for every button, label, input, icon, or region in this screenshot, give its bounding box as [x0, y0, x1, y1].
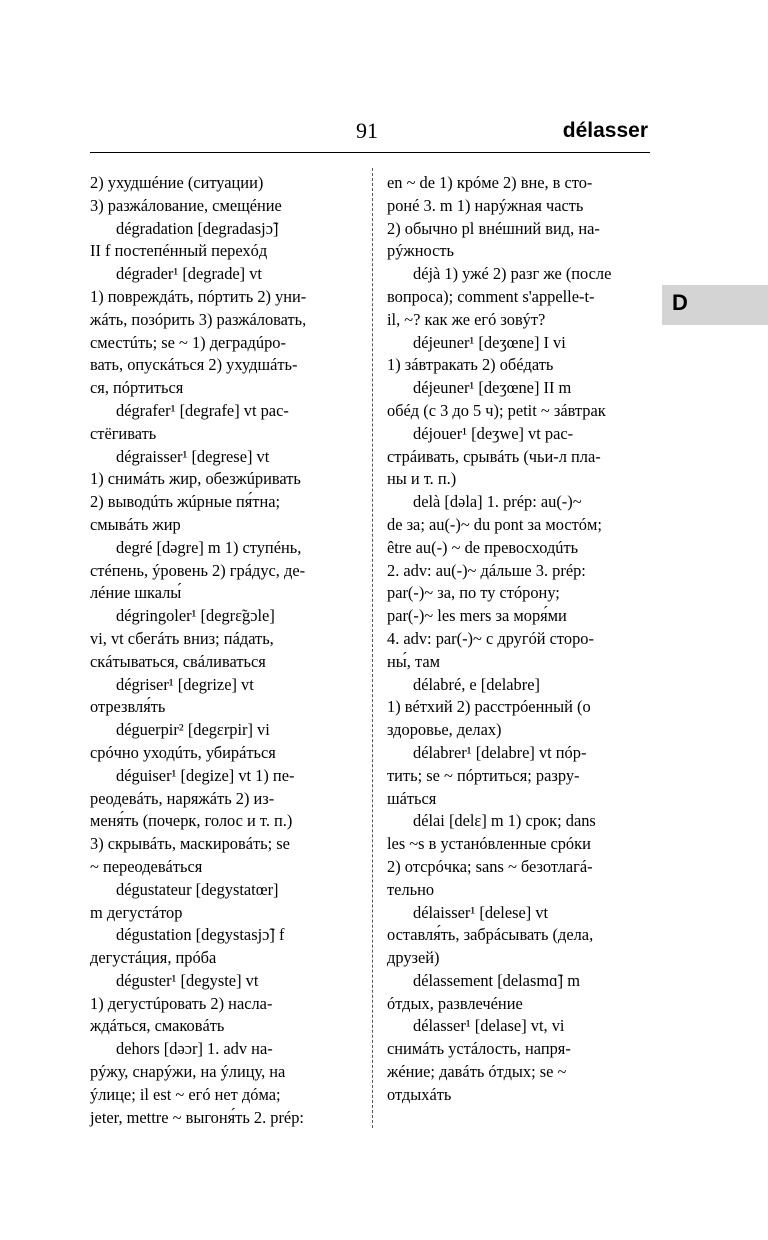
entry-text-line: 2) обычно pl внéшний вид, на-: [387, 218, 600, 238]
entry-headword-line: délai [delɛ] m 1) срок; dans: [413, 811, 596, 831]
entry-text-line: стрáивать, срывáть (чьи-л пла-: [387, 446, 601, 466]
entry-headword-line: déjouer¹ [deʒwe] vt рас-: [413, 423, 574, 443]
entry-headword-line: dégustation [degystasjɔ̃] f: [116, 925, 285, 945]
entry-text-line: обéд (с 3 до 5 ч); petit ~ зáвтрак: [387, 400, 606, 420]
entry-text-line: ся, пóртиться: [90, 378, 184, 398]
entry-text-line: тельно: [387, 879, 435, 899]
entry-text-line: 1) вéтхий 2) расстрóенный (о: [387, 697, 591, 717]
entry-text-line: скáтываться, свáливаться: [90, 651, 266, 671]
entry-headword-line: déjeuner¹ [deʒœne] I vi: [413, 332, 566, 352]
entry-text-line: рýжность: [387, 241, 455, 261]
entry-text-line: 2. adv: au(-)~ дáльше 3. prép:: [387, 560, 586, 580]
entry-text-line: il, ~? как же егó зовýт?: [387, 309, 546, 329]
entry-headword-line: déjà 1) ужé 2) разг же (после: [413, 264, 612, 284]
letter-tab: [662, 285, 768, 325]
entry-text-line: par(-)~ les mers за моря́ми: [387, 606, 567, 626]
entry-text-line: смывáть жир: [90, 514, 181, 534]
right-column: [387, 172, 655, 1107]
entry-text-line: друзей): [387, 948, 440, 968]
entry-text-line: 2) выводúть жúрные пя́тна;: [90, 492, 281, 512]
entry-headword-line: dégrader¹ [degrade] vt: [116, 264, 262, 284]
left-column: [90, 172, 358, 1129]
entry-text-line: 4. adv: par(-)~ с другóй сторо-: [387, 628, 594, 648]
entry-text-line: 1) дегустúровать 2) наслa-: [90, 993, 273, 1013]
entry-text-line: лéние шкалы́: [90, 583, 182, 603]
entry-text-line: m дегустáтор: [90, 902, 183, 922]
tab-letter: D: [672, 290, 688, 315]
entry-text-line: 2) ухудшéние (ситуации): [90, 173, 264, 192]
entry-text-line: ронé 3. m 1) нарýжная часть: [387, 195, 584, 215]
entry-text-line: жáть, позóрить 3) разжáловать,: [90, 309, 307, 329]
entry-text-line: стёгивать: [90, 423, 157, 443]
entry-headword-line: déguiser¹ [degize] vt 1) пе-: [116, 765, 295, 785]
entry-headword-line: dégraisser¹ [degrese] vt: [116, 446, 270, 466]
entry-text-line: отрезвля́ть: [90, 697, 166, 717]
entry-headword-line: déguerpir² [degɛrpir] vi: [116, 720, 270, 740]
entry-text-line: 3) скрывáть, маскировáть; se: [90, 834, 290, 854]
entry-text-line: ýлице; il est ~ егó нет дóма;: [90, 1084, 281, 1104]
entry-text-line: тить; se ~ пóртиться; разру-: [387, 765, 580, 785]
entry-text-line: здоровье, делах): [387, 720, 502, 740]
entry-headword-line: dégustateur [degystatœr]: [116, 879, 279, 899]
column-divider: [372, 168, 373, 1128]
entry-headword-line: dégradation [degradasjɔ̃]: [116, 218, 279, 238]
entry-text-line: II f постепéнный перехóд: [90, 241, 268, 261]
entry-text-line: 1) зáвтракать 2) обéдать: [387, 355, 554, 375]
entry-text-line: ны и т. п.): [387, 469, 457, 489]
entry-text-line: 1) снимáть жир, обезжúривать: [90, 469, 301, 489]
entry-text-line: les ~s в устанóвленные срóки: [387, 834, 591, 854]
entry-text-line: par(-)~ за, по ту стóрону;: [387, 583, 560, 603]
entry-text-line: 2) отсрóчка; sans ~ безотлагá-: [387, 856, 593, 876]
entry-text-line: jeter, mettre ~ выгоня́ть 2. prép:: [90, 1107, 304, 1127]
entry-text-line: меня́ть (почерк, голос и т. п.): [90, 811, 293, 831]
entry-headword-line: degré [dəgre] m 1) ступéнь,: [116, 537, 302, 557]
entry-text-line: óтдых, развлечéние: [387, 993, 523, 1013]
entry-text-line: 1) повреждáть, пóртить 2) уни-: [90, 286, 307, 306]
entry-text-line: оставля́ть, забрáсывать (дела,: [387, 925, 594, 945]
entry-text-line: реодевáть, наряжáть 2) из-: [90, 788, 275, 808]
entry-text-line: срóчно уходúть, убирáться: [90, 742, 276, 762]
entry-text-line: 3) разжáлование, смещéние: [90, 195, 282, 215]
entry-text-line: дегустáция, прóба: [90, 948, 217, 968]
entry-headword-line: dehors [dəɔr] 1. adv на-: [116, 1039, 273, 1059]
entry-headword-line: délassement [delasmɑ̃] m: [413, 970, 580, 990]
entry-text-line: шáться: [387, 788, 437, 808]
entry-text-line: ждáться, смаковáть: [90, 1016, 225, 1036]
running-head: délasser: [562, 119, 648, 142]
entry-text-line: снимáть устáлость, напря-: [387, 1039, 571, 1059]
entry-text-line: отдыхáть: [387, 1084, 452, 1104]
entry-headword-line: déjeuner¹ [deʒœne] II m: [413, 378, 572, 398]
entry-text-line: ны́, там: [387, 651, 440, 671]
entry-text-line: vi, vt сбегáть вниз; пáдать,: [90, 628, 274, 648]
entry-text-line: вать, опускáться 2) ухудшáть-: [90, 355, 298, 375]
entry-headword-line: délabrer¹ [delabre] vt пóр-: [413, 742, 587, 762]
entry-text-line: сместúть; se ~ 1) деградúро-: [90, 332, 286, 352]
entry-text-line: вопроса); comment s'appelle-t-: [387, 286, 595, 306]
entry-headword-line: dégringoler¹ [degrɛ̃gɔle]: [116, 606, 275, 626]
header-rule: [90, 152, 650, 153]
entry-headword-line: dégrafer¹ [degrafe] vt рас-: [116, 400, 289, 420]
entry-headword-line: délasser¹ [delase] vt, vi: [413, 1016, 565, 1036]
entry-headword-line: dégriser¹ [degrize] vt: [116, 674, 254, 694]
entry-headword-line: déguster¹ [degyste] vt: [116, 970, 259, 990]
entry-headword-line: délaisser¹ [delese] vt: [413, 902, 549, 922]
entry-text-line: être au(-) ~ de превосходúть: [387, 537, 579, 557]
entry-headword-line: délabré, e [delabre]: [413, 674, 540, 694]
entry-text-line: жéние; давáть óтдых; se ~: [387, 1062, 567, 1082]
page-number: 91: [356, 118, 378, 143]
entry-text-line: стéпень, ýровень 2) грáдус, де-: [90, 560, 306, 580]
entry-text-line: рýжу, снарýжи, на ýлицу, на: [90, 1062, 286, 1082]
entry-headword-line: delà [dəla] 1. prép: au(-)~: [413, 492, 582, 512]
entry-text-line: ~ переодевáться: [90, 856, 203, 876]
entry-text-line: en ~ de 1) крóме 2) вне, в сто-: [387, 173, 593, 192]
entry-text-line: de за; au(-)~ du pont за мостóм;: [387, 514, 602, 534]
